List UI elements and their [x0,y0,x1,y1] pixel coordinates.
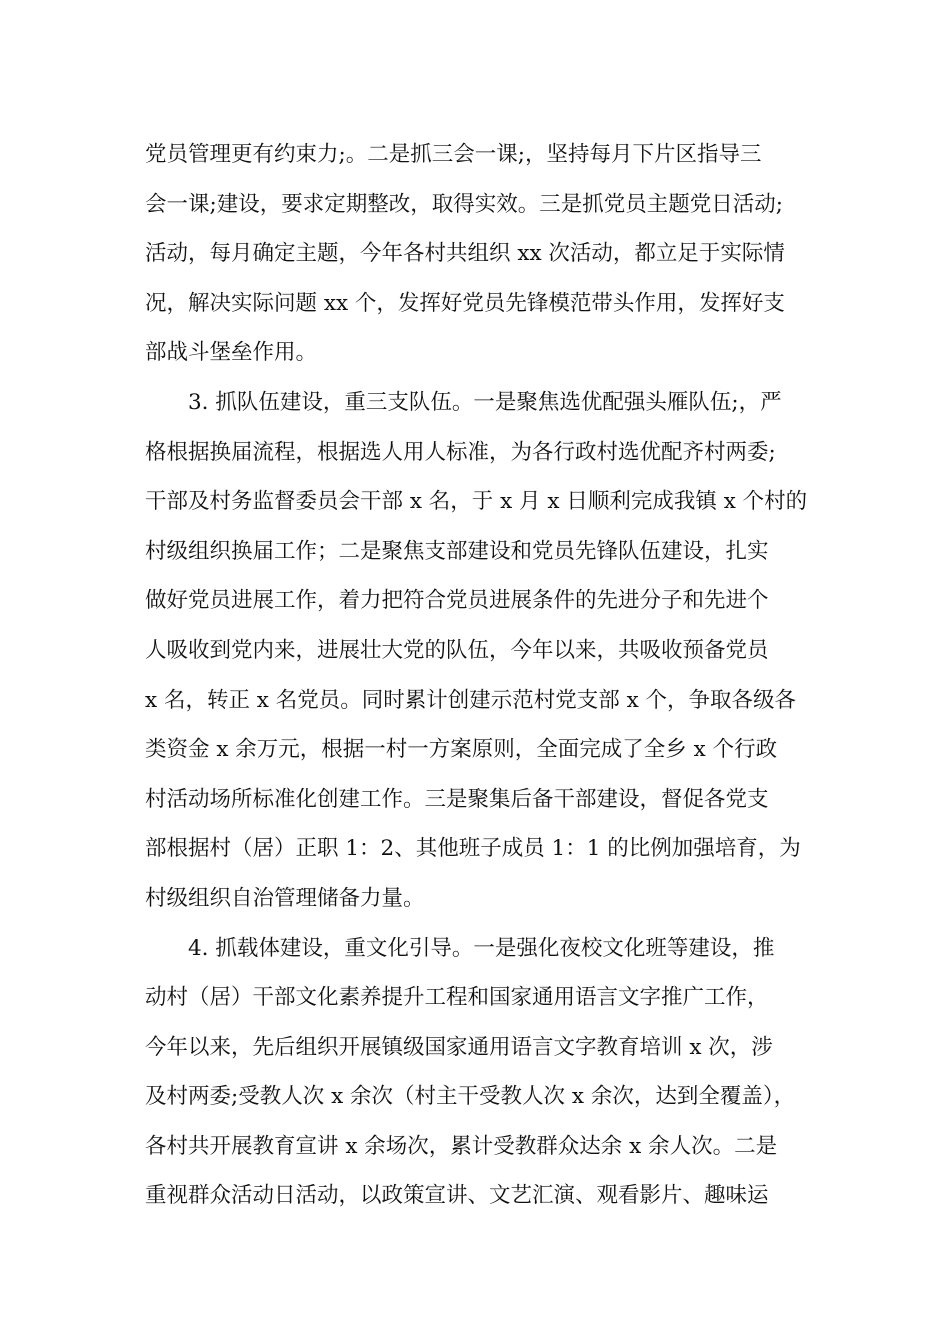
text-line: 人吸收到党内来，进展壮大党的队伍，今年以来，共吸收预备党员 [145,637,769,663]
paragraph-4-start: 4. 抓载体建设，重文化引导。一是强化夜校文化班等建设，推 [188,935,775,961]
text-line: 党员管理更有约束力;。二是抓三会一课;，坚持每月下片区指导三 [145,142,762,167]
text-line: 做好党员进展工作，着力把符合党员进展条件的先进分子和先进个 [145,588,769,614]
text-line: 村活动场所标准化创建工作。三是聚集后备干部建设，督促各党支 [145,786,769,812]
text-line: 况，解决实际问题 xx 个，发挥好党员先锋模范带头作用，发挥好支 [145,290,785,316]
text-line: 村级组织换届工作；二是聚焦支部建设和党员先锋队伍建设，扎实 [145,538,769,564]
document-body [145,130,815,1221]
paragraph-3-start: 3. 抓队伍建设，重三支队伍。一是聚焦选优配强头雁队伍;，严 [188,389,782,415]
text-line: 部战斗堡垒作用。 [145,340,318,366]
text-line: x 名，转正 x 名党员。同时累计创建示范村党支部 x 个，争取各级各 [145,687,797,713]
text-line: 活动，每月确定主题，今年各村共组织 xx 次活动，都立足于实际情 [145,241,785,267]
text-line: 及村两委;受教人次 x 余次（村主干受教人次 x 余次，达到全覆盖）， [145,1084,796,1110]
text-line: 村级组织自治管理储备力量。 [145,885,425,911]
text-line: 格根据换届流程，根据选人用人标准，为各行政村选优配齐村两委; [145,439,776,465]
text-line: 类资金 x 余万元，根据一村一方案原则，全面完成了全乡 x 个行政 [145,737,778,763]
text-line: 动村（居）干部文化素养提升工程和国家通用语言文字推广工作， [145,985,769,1011]
text-line: 重视群众活动日活动，以政策宣讲、文艺汇演、观看影片、趣味运 [145,1183,769,1209]
text-line: 会一课;建设，要求定期整改，取得实效。三是抓党员主题党日活动; [145,191,783,217]
text-line: 干部及村务监督委员会干部 x 名，于 x 月 x 日顺利完成我镇 x 个村的 [145,489,808,515]
text-line: 各村共开展教育宣讲 x 余场次，累计受教群众达余 x 余人次。二是 [145,1133,778,1159]
text-line: 今年以来，先后组织开展镇级国家通用语言文字教育培训 x 次，涉 [145,1034,773,1060]
text-line: 部根据村（居）正职 1：2、其他班子成员 1：1 的比例加强培育，为 [145,836,801,862]
